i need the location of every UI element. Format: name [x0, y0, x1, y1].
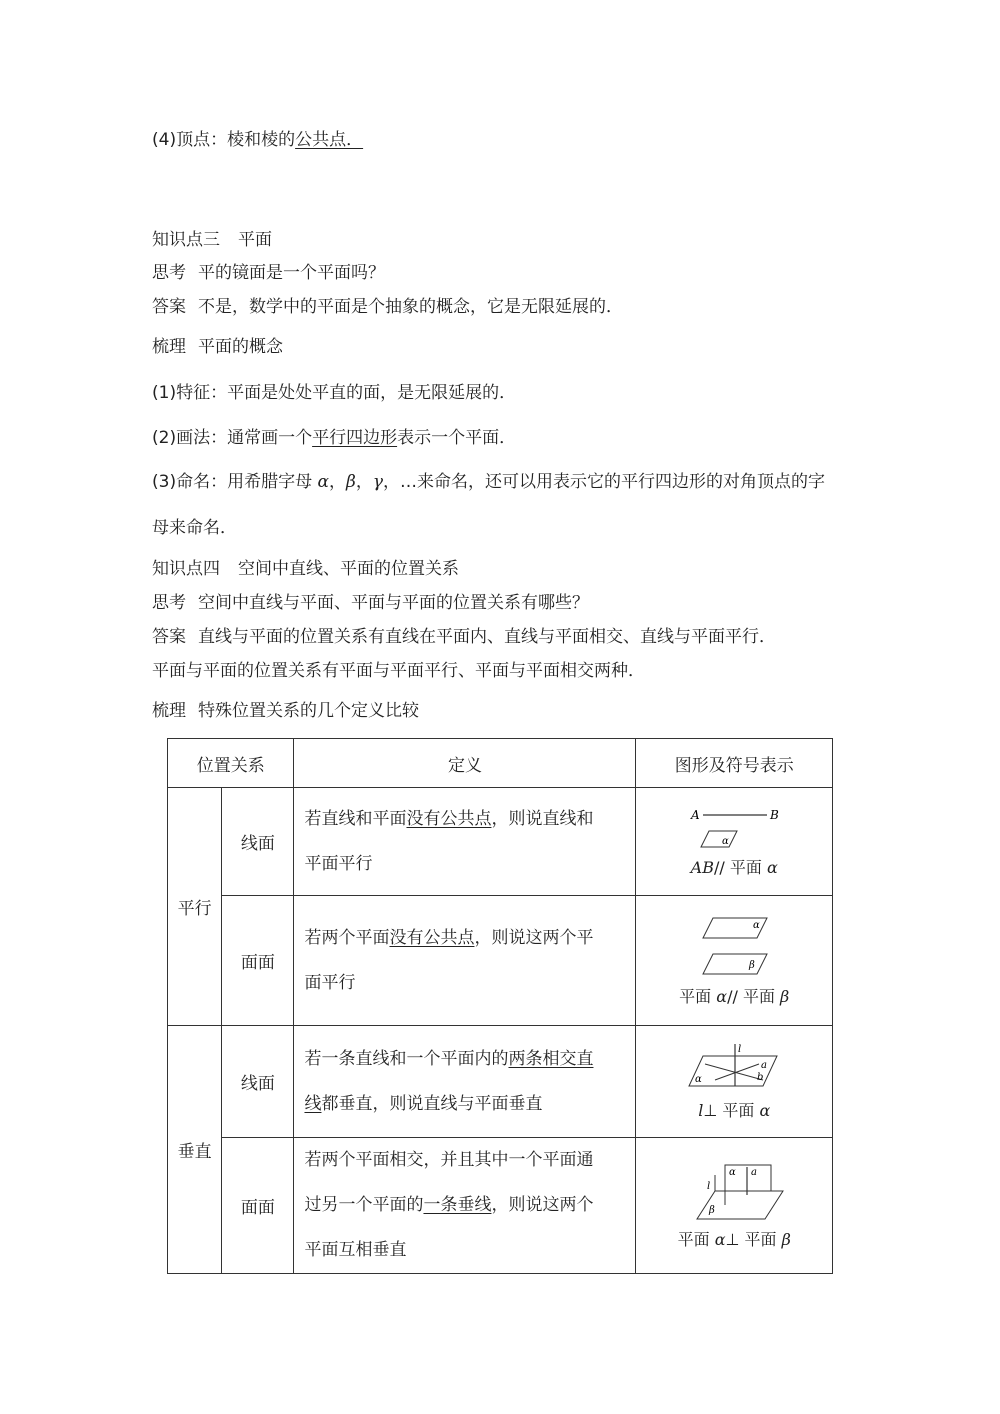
perpendicular-plane-plane-figure	[636, 1138, 833, 1274]
header-definition: 定义	[294, 739, 636, 788]
table-row	[168, 788, 833, 896]
label-beta: β	[749, 960, 755, 971]
perpendicular-plane-plane-caption: 平面 α⊥ 平面 β	[677, 1230, 791, 1249]
naming-line2: 母来命名．	[152, 518, 237, 538]
perpendicular-plane-plane-def: 若两个平面相交，并且其中一个平面通 过另一个平面的一条垂线，则说这两个 平面互相垂直	[294, 1138, 636, 1274]
line-perpendicular-plane-diagram	[679, 1042, 789, 1094]
def-term: 两条相交直	[508, 1048, 594, 1069]
def-term-continued: 线	[304, 1093, 322, 1114]
perpendicular-plane-plane-type: 面面	[222, 1138, 294, 1274]
label-a: a	[761, 1060, 768, 1071]
parallel-plane-plane-caption: 平面 α// 平面 β	[679, 987, 790, 1006]
kp3-heading: 知识点三 平面	[152, 230, 272, 250]
feature: (1)特征：平面是处处平直的面，是无限延展的．	[152, 383, 517, 403]
kp4-heading: 知识点四 空间中直线、平面的位置关系	[152, 559, 459, 579]
def-term: 一条垂线	[423, 1195, 492, 1215]
naming: (3)命名：用希腊字母 α，β，γ，…来命名，还可以用表示它的平行四边形的对角顶点的字	[152, 472, 825, 492]
plane-alpha	[701, 831, 737, 847]
line-a	[705, 1064, 763, 1080]
label-beta: β	[709, 1205, 715, 1216]
label-l: l	[707, 1181, 711, 1192]
parallel-plane-plane-def: 若两个平面没有公共点，则说这两个平 面平行	[294, 896, 636, 1026]
perpendicular-line-plane-type: 线面	[222, 1026, 294, 1138]
parallel-plane-plane-figure	[636, 896, 833, 1026]
label-a: a	[751, 1167, 758, 1178]
def-term: 没有公共点	[406, 808, 492, 829]
answer3: 答案 不是，数学中的平面是个抽象的概念，它是无限延展的．	[152, 297, 623, 317]
label-alpha: α	[729, 1167, 736, 1178]
answer4: 答案 直线与平面的位置关系有直线在平面内、直线与平面相交、直线与平面平行．	[152, 627, 776, 647]
plane-beta	[703, 954, 767, 974]
line-b	[715, 1064, 759, 1080]
label-A: A	[691, 808, 700, 822]
answer4-line2: 平面与平面的位置关系有平面与平面平行、平面与平面相交两种．	[152, 661, 645, 681]
sort3: 梳理 平面的概念	[152, 337, 283, 357]
parallel-line-plane-figure	[636, 788, 833, 896]
perpendicular-line-plane-figure	[636, 1026, 833, 1138]
table-row	[168, 1026, 833, 1138]
plane-perpendicular-plane-diagram	[679, 1161, 789, 1223]
item4-term: 公共点．	[295, 130, 364, 150]
table-row	[168, 1138, 833, 1274]
label-B: B	[770, 808, 780, 822]
sort4: 梳理 特殊位置关系的几个定义比较	[152, 701, 419, 721]
parallel-plane-plane-type: 面面	[222, 896, 294, 1026]
line-parallel-plane-diagram	[679, 805, 789, 851]
drawing: (2)画法：通常画一个平行四边形表示一个平面．	[152, 428, 517, 448]
perpendicular-line-plane-def: 若一条直线和一个平面内的两条相交直 线都垂直，则说直线与平面垂直	[294, 1026, 636, 1138]
label-alpha: α	[722, 836, 729, 847]
table-row	[168, 896, 833, 1026]
comparison-table	[167, 738, 833, 1274]
plane-parallel-plane-diagram	[679, 914, 789, 980]
think3: 思考 平的镜面是一个平面吗？	[152, 263, 385, 283]
perpendicular-label: 垂直	[168, 1026, 222, 1274]
label-b: b	[757, 1072, 764, 1083]
drawing-term: 平行四边形	[312, 428, 398, 448]
label-l: l	[738, 1044, 742, 1055]
def-term: 没有公共点	[389, 927, 475, 948]
parallel-label: 平行	[168, 788, 222, 1026]
think4: 思考 空间中直线与平面、平面与平面的位置关系有哪些？	[152, 593, 589, 613]
header-figure: 图形及符号表示	[636, 739, 833, 788]
parallel-line-plane-type: 线面	[222, 788, 294, 896]
label-alpha: α	[753, 920, 760, 931]
header-relation: 位置关系	[168, 739, 294, 788]
parallel-line-plane-caption: AB// 平面 α	[690, 858, 778, 877]
parallel-line-plane-def: 若直线和平面没有公共点，则说直线和 平面平行	[294, 788, 636, 896]
label-alpha: α	[695, 1074, 702, 1085]
perpendicular-line-plane-caption: l⊥ 平面 α	[698, 1101, 771, 1120]
item4-vertex: (4)顶点：棱和棱的公共点．	[152, 130, 364, 150]
table-header-row	[168, 739, 833, 788]
